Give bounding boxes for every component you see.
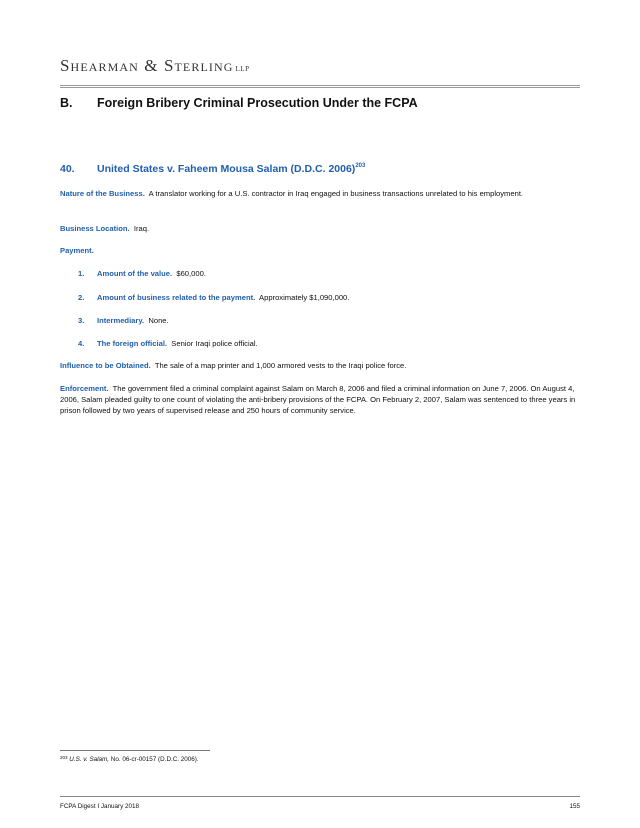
enforcement-text: The government filed a criminal complaint against Salam on March 8, 2006 and filed a criminal information on June 7, 2006. On August 4, 2006, Salam pleaded guilty to one count of violating the anti-bribery provisions of the FCPA. On February 2, 2007, Salam was sentenced to three years in prison followed by two years of supervised release and 250 hours of community service.: [60, 384, 576, 415]
item-text: Senior Iraqi police official.: [171, 339, 258, 348]
list-item: [78, 292, 349, 303]
item-text: $60,000.: [176, 269, 206, 278]
item-label: The foreign official.: [97, 339, 168, 348]
item-number: 2.: [78, 293, 85, 302]
footnote-case-name: U.S. v. Salam,: [69, 756, 110, 763]
payment-label: Payment.: [60, 246, 94, 255]
footer-rule: [60, 796, 580, 797]
case-heading: [60, 163, 365, 175]
case-number: 40.: [60, 163, 75, 175]
list-item: [78, 315, 169, 326]
location-label: Business Location.: [60, 224, 130, 233]
list-item: [78, 338, 258, 349]
footnote: [60, 755, 199, 763]
influence-label: Influence to be Obtained.: [60, 361, 151, 370]
location-paragraph: [60, 223, 580, 234]
item-label: Intermediary.: [97, 316, 145, 325]
nature-text: A translator working for a U.S. contractor in Iraq engaged in business transactions unrelated to his employment.: [148, 189, 524, 198]
enforcement-paragraph: [60, 383, 580, 416]
influence-paragraph: [60, 360, 580, 371]
item-label: Amount of business related to the payment.: [97, 293, 256, 302]
firm-name: Shearman & Sterling: [60, 56, 234, 75]
firm-suffix: LLP: [235, 65, 250, 73]
nature-label: Nature of the Business.: [60, 189, 145, 198]
footnote-text: No. 06-cr-00157 (D.D.C. 2006).: [110, 756, 199, 763]
nature-paragraph: [60, 188, 580, 199]
footnote-rule: [60, 750, 210, 751]
item-number: 3.: [78, 316, 85, 325]
section-number: B.: [60, 96, 73, 110]
enforcement-label: Enforcement.: [60, 384, 109, 393]
item-label: Amount of the value.: [97, 269, 173, 278]
case-title: United States v. Faheem Mousa Salam (D.D.C. 2006): [97, 163, 356, 175]
header-rule: [60, 85, 580, 88]
case-footnote-ref: 203: [355, 163, 366, 169]
item-text: None.: [148, 316, 169, 325]
footer-label: FCPA Digest I January 2018: [60, 803, 139, 810]
location-text: Iraq.: [133, 224, 150, 233]
section-title: Foreign Bribery Criminal Prosecution Under the FCPA: [97, 96, 418, 110]
firm-logo: [60, 56, 249, 76]
section-heading: [60, 96, 418, 110]
item-text: Approximately $1,090,000.: [259, 293, 350, 302]
page-number: 155: [569, 803, 580, 810]
influence-text: The sale of a map printer and 1,000 armored vests to the Iraqi police force.: [154, 361, 407, 370]
item-number: 4.: [78, 339, 85, 348]
list-item: [78, 268, 206, 279]
footnote-number: 203: [60, 755, 68, 760]
payment-heading: [60, 245, 580, 256]
item-number: 1.: [78, 269, 85, 278]
